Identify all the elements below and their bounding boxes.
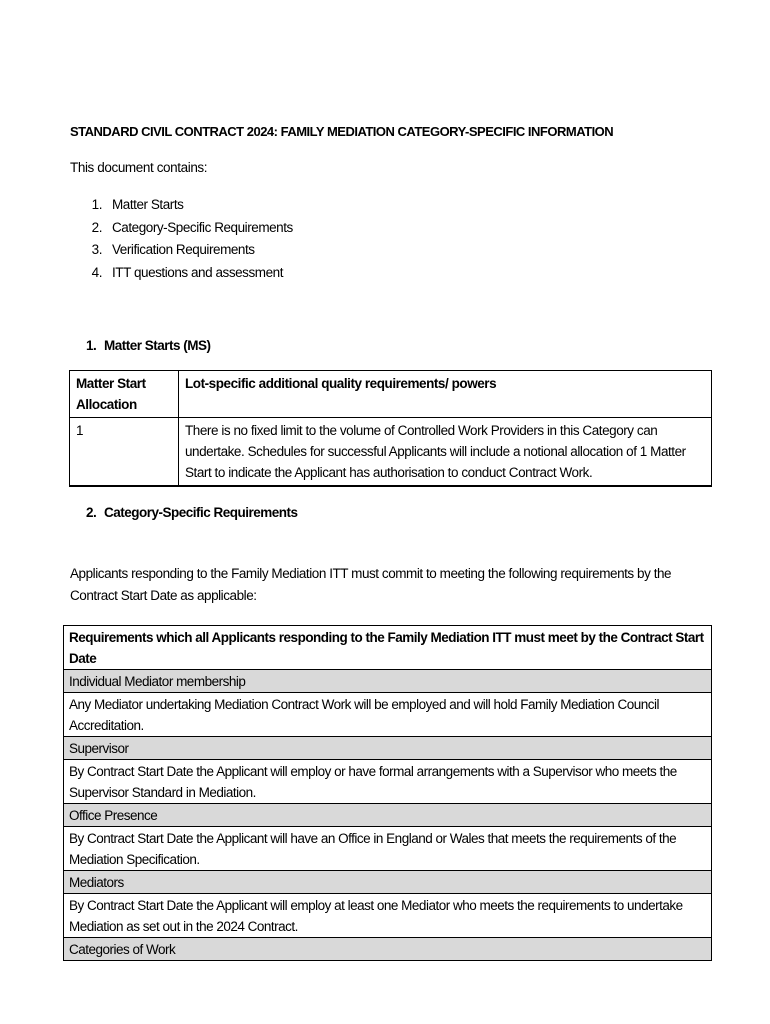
requirement-text: Any Mediator undertaking Mediation Contract Work will be employed and will hold Family Mediation Council Accreditation. xyxy=(64,693,712,737)
matter-starts-table xyxy=(69,370,712,487)
list-item: 2 . Category-Specific Requirements xyxy=(70,219,293,242)
requirements-table-header: Requirements which all Applicants responding to the Family Mediation ITT must meet by the Contract Start Date xyxy=(64,626,712,670)
allocation-cell: 1 xyxy=(70,418,179,487)
list-item: 3 . Verification Requirements xyxy=(70,241,293,264)
document-title: STANDARD CIVIL CONTRACT 2024: FAMILY MEDIATION CATEGORY-SPECIFIC INFORMATION xyxy=(70,124,614,139)
requirement-label: Mediators xyxy=(64,871,712,894)
requirements-table xyxy=(63,625,712,961)
requirement-text: By Contract Start Date the Applicant will have an Office in England or Wales that meets the requirements of the Mediation Specification. xyxy=(64,827,712,871)
list-item: 4 . ITT questions and assessment xyxy=(70,264,293,287)
quality-requirements-header: Lot-specific additional quality requirements/ powers xyxy=(179,371,712,418)
list-item: 1 . Matter Starts xyxy=(70,196,293,219)
requirement-label: Individual Mediator membership xyxy=(64,670,712,693)
table-row xyxy=(70,418,712,487)
section-heading-matter-starts: 1. Matter Starts (MS) xyxy=(86,338,211,353)
intro-text: This document contains: xyxy=(70,160,208,175)
requirements-paragraph: Applicants responding to the Family Mediation ITT must commit to meeting the following requirements by the Contract Start Date as applicable: xyxy=(70,566,672,603)
contents-list xyxy=(70,196,293,286)
section-heading-category-requirements: 2. Category-Specific Requirements xyxy=(86,505,298,520)
requirement-text: By Contract Start Date the Applicant will employ at least one Mediator who meets the requirements to undertake Mediation as set out in the 2024 Contract. xyxy=(64,894,712,938)
requirement-label: Office Presence xyxy=(64,804,712,827)
requirements-cell: There is no fixed limit to the volume of Controlled Work Providers in this Category can undertake. Schedules for successful Applicants will include a notional allocation of 1 Matter Start to indicate the Applicant has authorisation to conduct Contract Work. xyxy=(179,418,712,487)
requirement-label: Supervisor xyxy=(64,737,712,760)
matter-start-allocation-header: Matter Start Allocation xyxy=(70,371,179,418)
requirement-label: Categories of Work xyxy=(64,938,712,961)
requirement-text: By Contract Start Date the Applicant will employ or have formal arrangements with a Supervisor who meets the Supervisor Standard in Mediation. xyxy=(64,760,712,804)
